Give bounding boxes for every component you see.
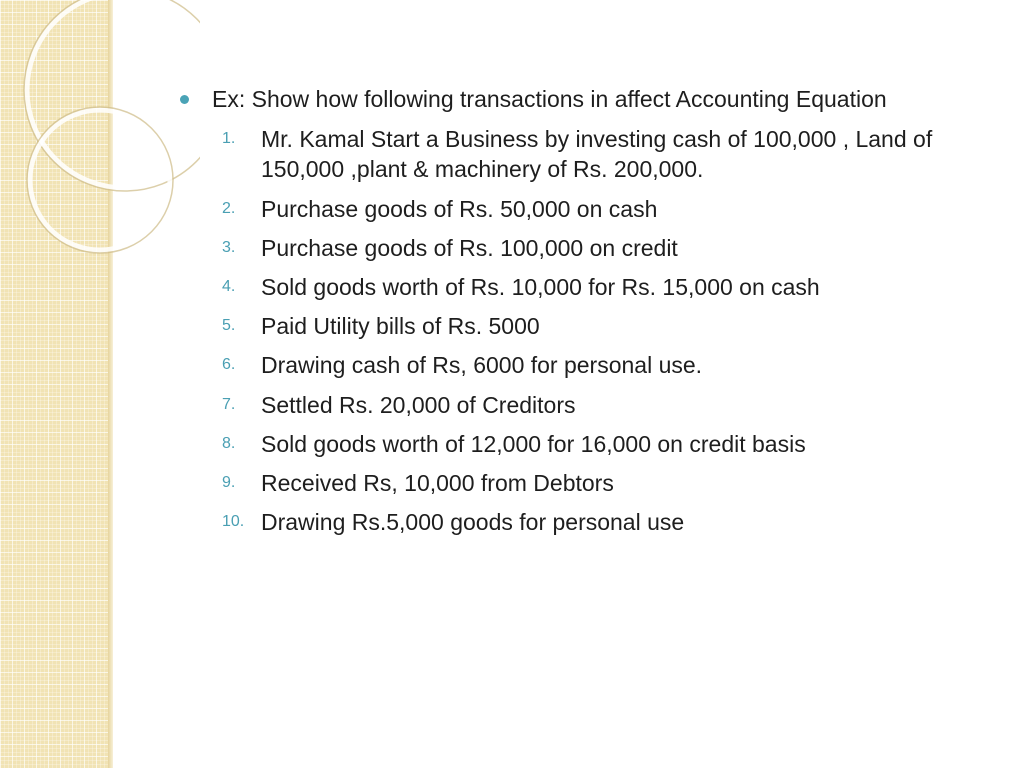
- list-item-text: Purchase goods of Rs. 100,000 on credit: [261, 235, 678, 261]
- list-item-text: Mr. Kamal Start a Business by investing cash of 100,000 , Land of 150,000 ,plant & machinery of Rs. 200,000.: [261, 126, 933, 182]
- list-item-number: 2.: [222, 200, 236, 217]
- list-item-number: 3.: [222, 239, 236, 256]
- list-item-number: 8.: [222, 435, 236, 452]
- list-item-text: Drawing Rs.5,000 goods for personal use: [261, 509, 685, 535]
- list-item-text: Settled Rs. 20,000 of Creditors: [261, 392, 576, 418]
- list-item-number: 4.: [222, 278, 236, 295]
- list-item-text: Purchase goods of Rs. 50,000 on cash: [261, 196, 658, 222]
- list-item-text: Drawing cash of Rs, 6000 for personal use.: [261, 352, 703, 378]
- slide-heading: Ex: Show how following transactions in affect Accounting Equation: [212, 86, 887, 112]
- list-item-number: 9.: [222, 474, 236, 491]
- list-item-text: Sold goods worth of 12,000 for 16,000 on credit basis: [261, 431, 806, 457]
- list-item-number: 6.: [222, 356, 236, 373]
- list-item-number: 7.: [222, 396, 236, 413]
- list-item-number: 10.: [222, 513, 245, 530]
- bullet-icon: [180, 95, 189, 104]
- list-item-number: 5.: [222, 317, 236, 334]
- list-item-text: Paid Utility bills of Rs. 5000: [261, 313, 540, 339]
- list-item-text: Sold goods worth of Rs. 10,000 for Rs. 15,000 on cash: [261, 274, 820, 300]
- list-item-text: Received Rs, 10,000 from Debtors: [261, 470, 614, 496]
- list-item-number: 1.: [222, 130, 236, 147]
